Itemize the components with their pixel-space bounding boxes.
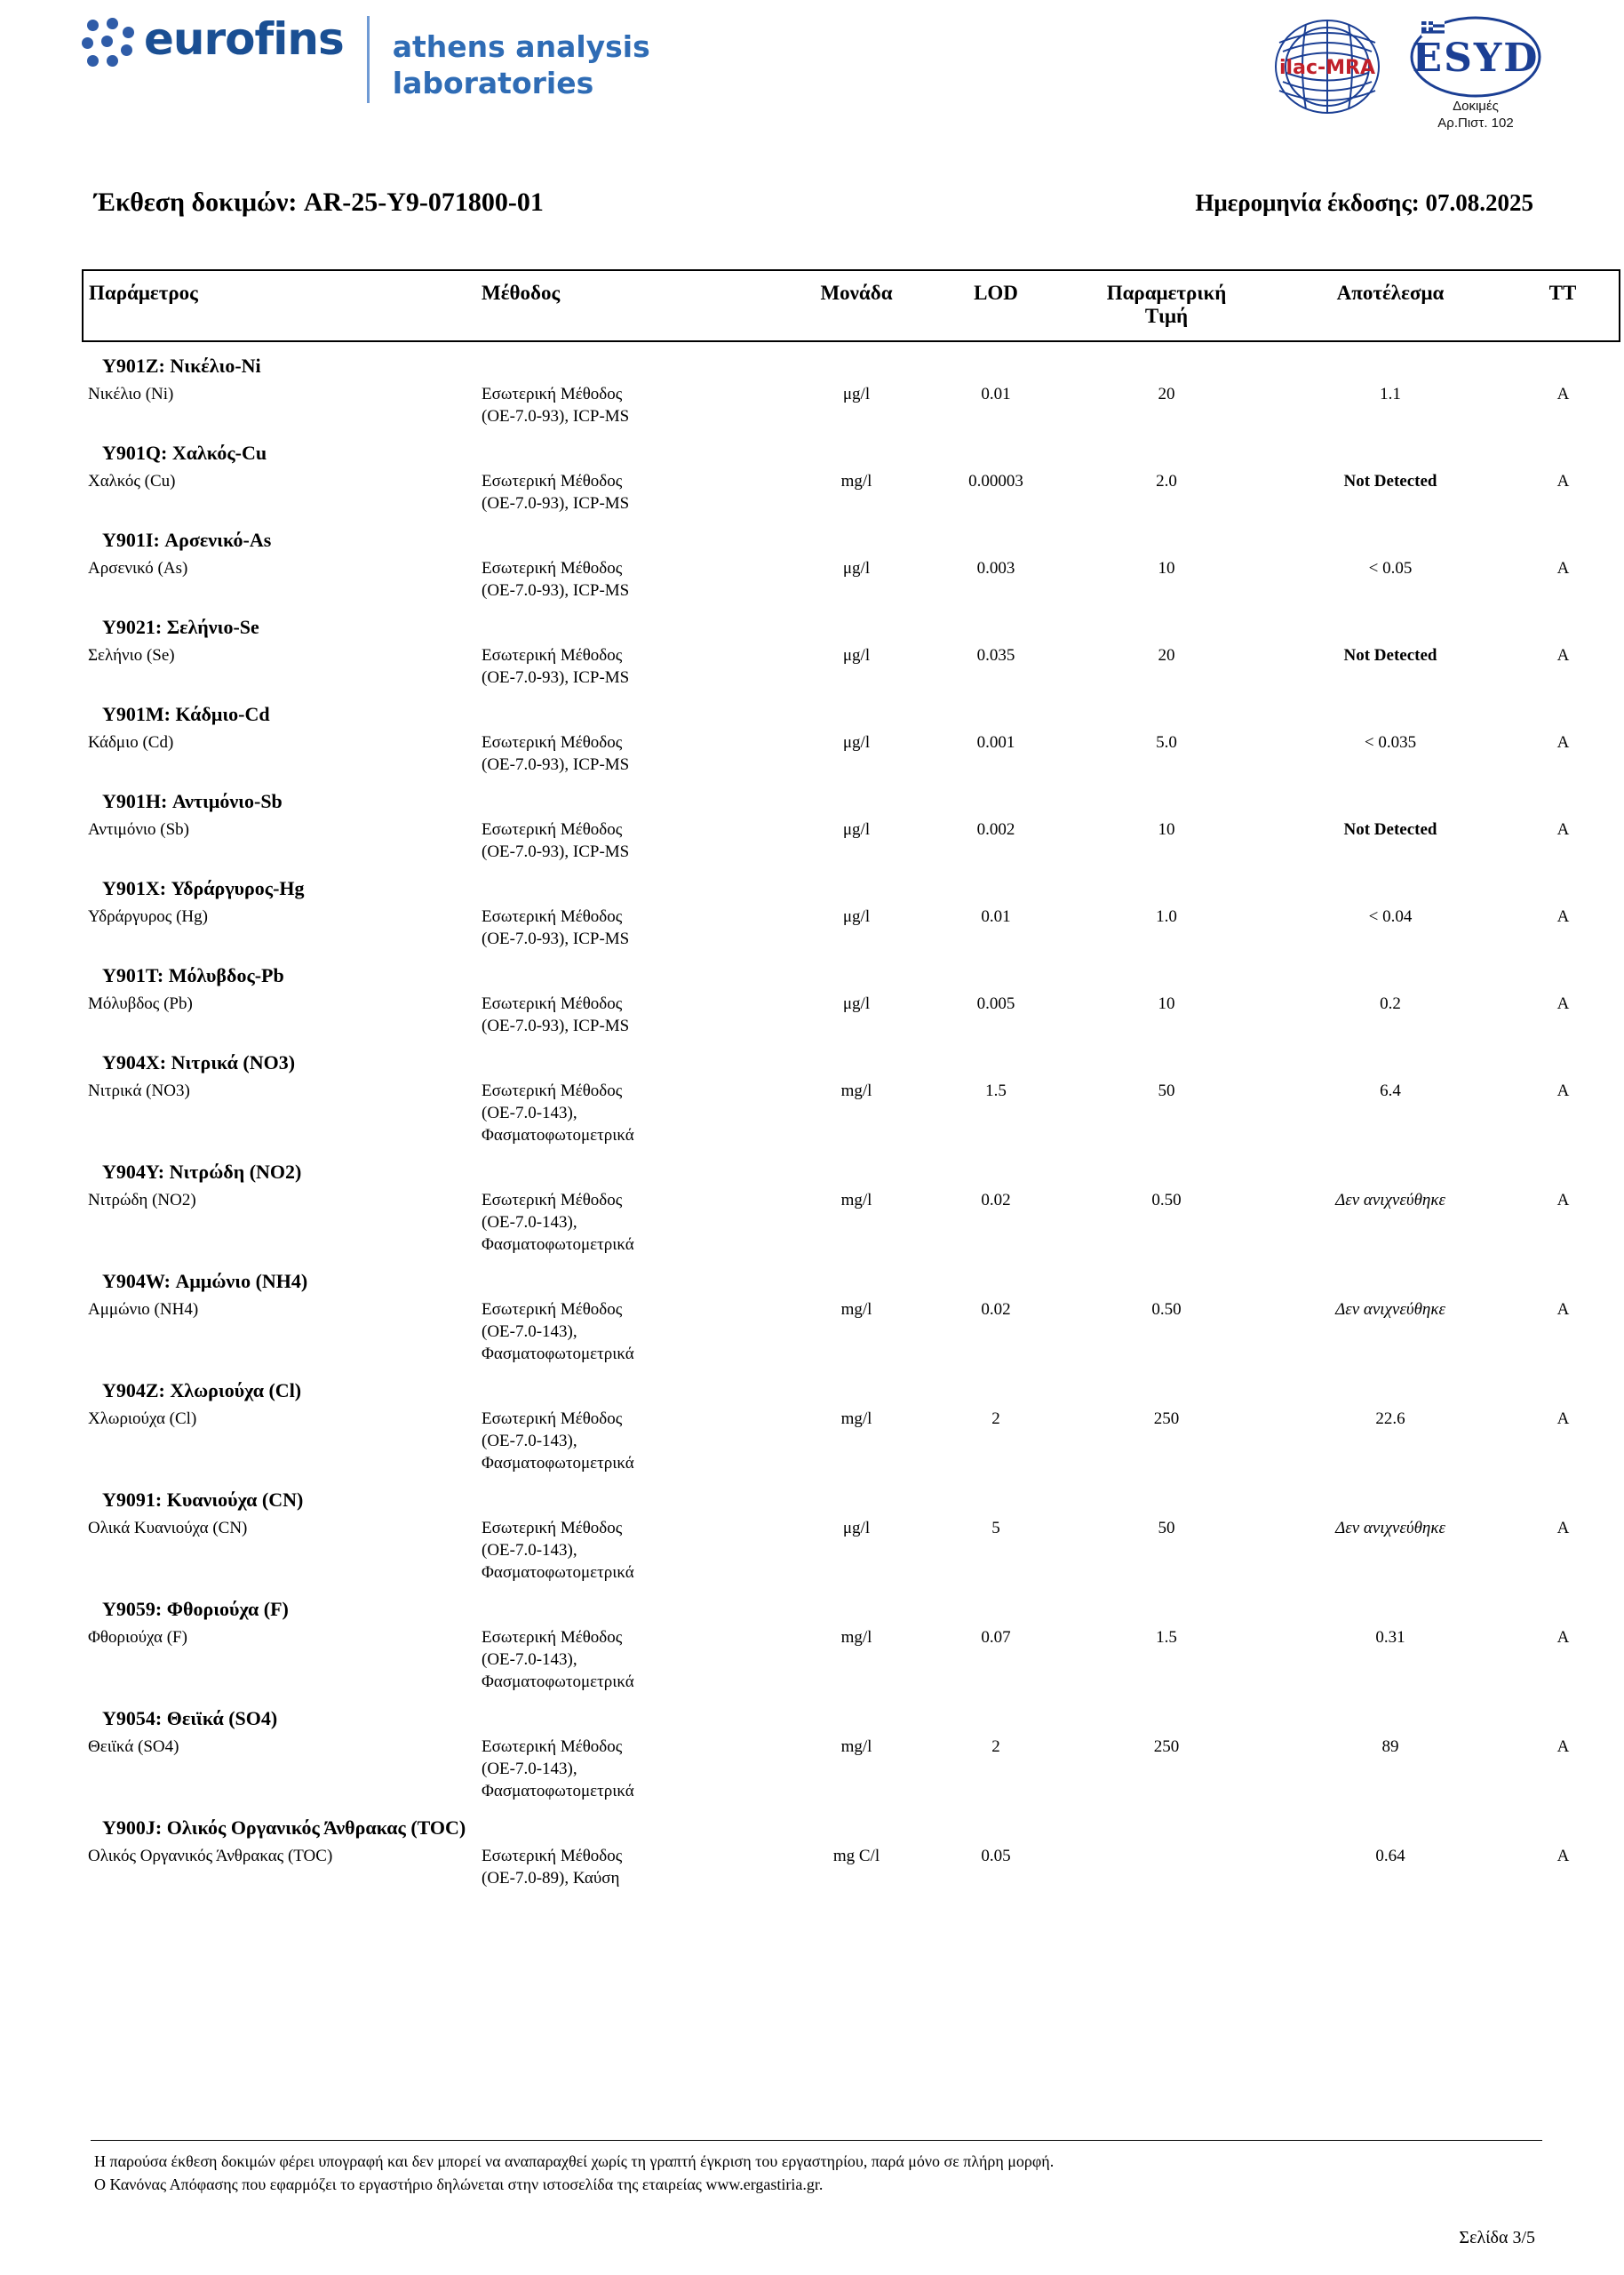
method-line-1: Εσωτερική Μέθοδος: [482, 1737, 623, 1756]
cell-lod: 0.001: [976, 733, 1015, 752]
cell-unit: mg C/l: [832, 1847, 880, 1865]
method-line-3: Φασματοφωτομετρικά: [482, 1345, 634, 1363]
cell-tt: Α: [1556, 1082, 1570, 1100]
table-row: [83, 1841, 1620, 1891]
method-line-1: Εσωτερική Μέθοδος: [482, 733, 623, 752]
parameter-group-label: Y904Y: Νιτρώδη (NO2): [102, 1161, 302, 1183]
table-body: [83, 341, 1620, 1891]
cell-parameter: Νιτρικά (NO3): [88, 1082, 190, 1100]
cell-result: Not Detected: [1343, 472, 1437, 491]
brand-name: eurofins: [144, 13, 344, 65]
cell-method: [476, 1185, 780, 1257]
table-row: [83, 1404, 1620, 1476]
cell-parameter: Υδράργυρος (Hg): [88, 907, 208, 926]
parameter-group-label: Y9054: Θειϊκά (SO4): [102, 1707, 278, 1729]
cell-unit: mg/l: [840, 1737, 872, 1756]
parameter-group-row: [83, 603, 1620, 641]
cell-parametric-value: 50: [1158, 1519, 1175, 1537]
cell-parameter: Αρσενικό (As): [88, 559, 188, 578]
table-row: [83, 641, 1620, 690]
svg-text:ilac-MRA: ilac-MRA: [1279, 57, 1375, 79]
cell-parameter: Νικέλιο (Ni): [88, 385, 174, 403]
method-line-3: Φασματοφωτομετρικά: [482, 1454, 634, 1473]
cell-unit: μg/l: [842, 820, 871, 839]
cell-parametric-value: 10: [1158, 994, 1175, 1013]
cell-method: [476, 1841, 780, 1891]
cell-parametric-value: 1.5: [1156, 1628, 1177, 1647]
cell-tt: Α: [1556, 907, 1570, 926]
table-row: [83, 1513, 1620, 1585]
table-row: [83, 815, 1620, 865]
cell-lod: 0.02: [981, 1191, 1011, 1209]
cell-tt: Α: [1556, 1409, 1570, 1428]
cell-tt: Α: [1556, 385, 1570, 403]
cell-parameter: Σελήνιο (Se): [88, 646, 175, 665]
cell-parametric-value: 2.0: [1156, 472, 1177, 491]
parameter-group-row: [83, 341, 1620, 379]
parameter-group-label: Y9091: Κυανιούχα (CN): [102, 1489, 304, 1511]
cell-method: [476, 902, 780, 952]
method-line-3: Φασματοφωτομετρικά: [482, 1126, 634, 1145]
cell-method: [476, 554, 780, 603]
table-row: [83, 554, 1620, 603]
brand-divider: [367, 16, 370, 103]
cell-result: 22.6: [1375, 1409, 1405, 1428]
cell-tt: Α: [1556, 994, 1570, 1013]
method-line-2: (ΟΕ-7.0-93), ICP-MS: [482, 581, 630, 600]
cell-result: Δεν ανιχνεύθηκε: [1335, 1519, 1445, 1537]
eurofins-dots-icon: [82, 18, 137, 69]
cell-method: [476, 1732, 780, 1804]
parameter-group-label: Y900J: Ολικός Οργανικός Άνθρακας (TOC): [102, 1816, 466, 1839]
method-line-2: (ΟΕ-7.0-143),: [482, 1432, 577, 1450]
cell-tt: Α: [1556, 733, 1570, 752]
cell-result: Not Detected: [1343, 820, 1437, 839]
cell-lod: 0.05: [981, 1847, 1011, 1865]
parameter-group-row: [83, 1148, 1620, 1185]
cell-result: < 0.035: [1364, 733, 1417, 752]
table-row: [83, 1076, 1620, 1148]
method-line-2: (ΟΕ-7.0-143),: [482, 1760, 577, 1778]
method-line-1: Εσωτερική Μέθοδος: [482, 1628, 623, 1647]
cell-result: 89: [1381, 1737, 1399, 1756]
column-header-pv-line1: Παραμετρική: [1106, 282, 1227, 304]
method-line-1: Εσωτερική Μέθοδος: [482, 646, 623, 665]
table-row: [83, 728, 1620, 778]
column-header-tt: TT: [1507, 270, 1620, 341]
method-line-1: Εσωτερική Μέθοδος: [482, 559, 623, 578]
cell-method: [476, 467, 780, 516]
parameter-group-row: [83, 1367, 1620, 1404]
cell-lod: 0.00003: [968, 472, 1023, 491]
cell-method: [476, 1076, 780, 1148]
method-line-1: Εσωτερική Μέθοδος: [482, 907, 623, 926]
cell-unit: μg/l: [842, 385, 871, 403]
cell-parameter: Ολικός Οργανικός Άνθρακας (TOC): [88, 1847, 333, 1865]
method-line-3: Φασματοφωτομετρικά: [482, 1235, 634, 1254]
method-line-2: (ΟΕ-7.0-93), ICP-MS: [482, 494, 630, 513]
cell-parametric-value: 20: [1158, 385, 1175, 403]
method-line-3: Φασματοφωτομετρικά: [482, 1563, 634, 1582]
cell-result: 0.64: [1375, 1847, 1405, 1865]
report-title-row: [82, 188, 1542, 218]
column-header-unit: Μονάδα: [780, 270, 933, 341]
cell-lod: 1.5: [985, 1082, 1007, 1100]
column-header-method: Μέθοδος: [476, 270, 780, 341]
cell-tt: Α: [1556, 820, 1570, 839]
cell-unit: mg/l: [840, 1409, 872, 1428]
method-line-2: (ΟΕ-7.0-89), Καύση: [482, 1869, 620, 1888]
table-row: [83, 467, 1620, 516]
cell-method: [476, 989, 780, 1039]
cell-unit: mg/l: [840, 1300, 872, 1319]
cell-unit: mg/l: [840, 472, 872, 491]
cell-unit: mg/l: [840, 1628, 872, 1647]
cell-result: 1.1: [1380, 385, 1401, 403]
cell-method: [476, 815, 780, 865]
method-line-2: (ΟΕ-7.0-143),: [482, 1541, 577, 1560]
parameter-group-label: Y904Z: Χλωριούχα (Cl): [102, 1379, 302, 1401]
cell-tt: Α: [1556, 1847, 1570, 1865]
parameter-group-row: [83, 1476, 1620, 1513]
cell-result: Δεν ανιχνεύθηκε: [1335, 1191, 1445, 1209]
parameter-group-row: [83, 1804, 1620, 1841]
cell-lod: 2: [991, 1737, 1000, 1756]
column-header-pv-line2: Τιμή: [1144, 305, 1189, 327]
footer-note-line1: Η παρούσα έκθεση δοκιμών φέρει υπογραφή και δεν μπορεί να αναπαραχθεί χωρίς τη γραπτή έγκριση του εργαστηρίου, παρά μόνο σε πλήρη μορφή.: [94, 2152, 1055, 2170]
method-line-1: Εσωτερική Μέθοδος: [482, 1847, 623, 1865]
cell-lod: 0.003: [976, 559, 1015, 578]
table-header: [83, 270, 1620, 341]
cell-lod: 0.035: [976, 646, 1015, 665]
parameter-group-row: [83, 1695, 1620, 1732]
cell-parametric-value: 10: [1158, 559, 1175, 578]
method-line-1: Εσωτερική Μέθοδος: [482, 1300, 623, 1319]
issue-date: Ημερομηνία έκδοσης: 07.08.2025: [1195, 189, 1533, 216]
cell-unit: μg/l: [842, 646, 871, 665]
cell-result: 0.31: [1375, 1628, 1405, 1647]
parameter-group-row: [83, 865, 1620, 902]
column-header-parameter: Παράμετρος: [83, 270, 476, 341]
method-line-2: (ΟΕ-7.0-93), ICP-MS: [482, 842, 630, 861]
method-line-1: Εσωτερική Μέθοδος: [482, 1519, 623, 1537]
table-row: [83, 1185, 1620, 1257]
cell-result: < 0.04: [1368, 907, 1413, 926]
method-line-3: Φασματοφωτομετρικά: [482, 1782, 634, 1800]
cell-parametric-value: 1.0: [1156, 907, 1177, 926]
method-line-2: (ΟΕ-7.0-93), ICP-MS: [482, 668, 630, 687]
footer-note-line2: Ο Κανόνας Απόφασης που εφαρμόζει το εργαστήριο δηλώνεται στην ιστοσελίδα της εταιρείας www.ergastiria.gr.: [94, 2175, 824, 2193]
method-line-2: (ΟΕ-7.0-143),: [482, 1322, 577, 1341]
cell-parametric-value: 20: [1158, 646, 1175, 665]
method-line-3: Φασματοφωτομετρικά: [482, 1672, 634, 1691]
cell-parameter: Αμμώνιο (NH4): [88, 1300, 199, 1319]
esyd-caption-line1: Δοκιμές: [1453, 99, 1499, 114]
parameter-group-row: [83, 952, 1620, 989]
column-header-lod: LOD: [933, 270, 1059, 341]
cell-parametric-value: 0.50: [1151, 1191, 1182, 1209]
parameter-group-label: Y904W: Αμμώνιο (NH4): [102, 1270, 308, 1292]
cell-result: Δεν ανιχνεύθηκε: [1335, 1300, 1445, 1319]
page-number: Σελίδα 3/5: [1459, 2228, 1535, 2247]
method-line-1: Εσωτερική Μέθοδος: [482, 1082, 623, 1100]
cell-tt: Α: [1556, 1628, 1570, 1647]
parameter-group-row: [83, 1039, 1620, 1076]
column-header-parametric-value: [1059, 270, 1274, 341]
cell-method: [476, 1513, 780, 1585]
cell-unit: μg/l: [842, 733, 871, 752]
table-row: [83, 379, 1620, 429]
cell-method: [476, 1623, 780, 1695]
method-line-2: (ΟΕ-7.0-93), ICP-MS: [482, 755, 630, 774]
parameter-group-row: [83, 690, 1620, 728]
cell-result: < 0.05: [1368, 559, 1413, 578]
cell-method: [476, 1295, 780, 1367]
cell-lod: 0.02: [981, 1300, 1011, 1319]
eurofins-logo: [82, 12, 650, 103]
method-line-2: (ΟΕ-7.0-93), ICP-MS: [482, 407, 630, 426]
table-row: [83, 989, 1620, 1039]
parameter-group-label: Y904X: Νιτρικά (NO3): [102, 1051, 296, 1074]
cell-parametric-value: 50: [1158, 1082, 1175, 1100]
cell-result: Not Detected: [1343, 646, 1437, 665]
method-line-1: Εσωτερική Μέθοδος: [482, 385, 623, 403]
cell-parameter: Αντιμόνιο (Sb): [88, 820, 190, 839]
parameter-group-label: Y901I: Αρσενικό-As: [102, 529, 272, 551]
parameter-group-row: [83, 516, 1620, 554]
table-row: [83, 1295, 1620, 1367]
method-line-1: Εσωτερική Μέθοδος: [482, 1191, 623, 1209]
parameter-group-label: Y901Z: Νικέλιο-Ni: [102, 355, 261, 377]
method-line-1: Εσωτερική Μέθοδος: [482, 994, 623, 1013]
cell-lod: 0.002: [976, 820, 1015, 839]
cell-parameter: Ολικά Κυανιούχα (CN): [88, 1519, 248, 1537]
method-line-1: Εσωτερική Μέθοδος: [482, 472, 623, 491]
cell-method: [476, 728, 780, 778]
cell-unit: μg/l: [842, 559, 871, 578]
method-line-2: (ΟΕ-7.0-93), ICP-MS: [482, 1017, 630, 1035]
cell-result: 6.4: [1380, 1082, 1401, 1100]
page-header: [82, 0, 1542, 164]
parameter-group-label: Y9021: Σελήνιο-Se: [102, 616, 259, 638]
cell-unit: mg/l: [840, 1191, 872, 1209]
cell-tt: Α: [1556, 472, 1570, 491]
method-line-2: (ΟΕ-7.0-93), ICP-MS: [482, 930, 630, 948]
parameter-group-row: [83, 1257, 1620, 1295]
parameter-group-row: [83, 1585, 1620, 1623]
cell-parametric-value: 0.50: [1151, 1300, 1182, 1319]
cell-unit: mg/l: [840, 1082, 872, 1100]
page-footer: [82, 2140, 1542, 2248]
parameter-group-label: Y901X: Υδράργυρος-Hg: [102, 877, 305, 899]
method-line-1: Εσωτερική Μέθοδος: [482, 1409, 623, 1428]
cell-tt: Α: [1556, 1737, 1570, 1756]
svg-text:ESYD: ESYD: [1412, 36, 1540, 81]
cell-method: [476, 379, 780, 429]
cell-parametric-value: 250: [1153, 1737, 1180, 1756]
cell-lod: 0.07: [981, 1628, 1011, 1647]
method-line-2: (ΟΕ-7.0-143),: [482, 1213, 577, 1232]
cell-parameter: Θειϊκά (SO4): [88, 1737, 179, 1756]
esyd-caption-line2: Αρ.Πιστ. 102: [1437, 116, 1514, 131]
cell-parametric-value: 250: [1153, 1409, 1180, 1428]
parameter-group-label: Y9059: Φθοριούχα (F): [102, 1598, 289, 1620]
cell-lod: 0.005: [976, 994, 1015, 1013]
cell-parameter: Χλωριούχα (Cl): [88, 1409, 197, 1428]
column-header-result: Αποτέλεσμα: [1274, 270, 1507, 341]
cell-method: [476, 641, 780, 690]
cell-parametric-value: 5.0: [1156, 733, 1177, 752]
cell-unit: μg/l: [842, 1519, 871, 1537]
cell-parameter: Νιτρώδη (NO2): [88, 1191, 196, 1209]
cell-lod: 2: [991, 1409, 1000, 1428]
method-line-2: (ΟΕ-7.0-143),: [482, 1104, 577, 1122]
esyd-accreditation: [1409, 16, 1542, 132]
cell-tt: Α: [1556, 559, 1570, 578]
cell-parametric-value: 10: [1158, 820, 1175, 839]
parameter-group-label: Y901T: Μόλυβδος-Pb: [102, 964, 284, 986]
footer-divider: [91, 2140, 1542, 2141]
esyd-icon: [1409, 16, 1542, 98]
parameter-group-label: Y901M: Κάδμιο-Cd: [102, 703, 270, 725]
cell-lod: 0.01: [981, 907, 1011, 926]
cell-parameter: Μόλυβδος (Pb): [88, 994, 193, 1013]
table-row: [83, 1623, 1620, 1695]
parameter-group-row: [83, 429, 1620, 467]
table-row: [83, 902, 1620, 952]
report-number: Έκθεση δοκιμών: AR-25-Y9-071800-01: [94, 188, 544, 217]
cell-tt: Α: [1556, 1191, 1570, 1209]
parameter-group-row: [83, 778, 1620, 815]
cell-lod: 5: [991, 1519, 1000, 1537]
ilac-mra-icon: [1260, 16, 1395, 118]
brand-subtitle-line2: laboratories: [392, 66, 594, 100]
cell-parameter: Φθοριούχα (F): [88, 1628, 187, 1647]
cell-tt: Α: [1556, 1519, 1570, 1537]
cell-parametric-value: [1059, 1841, 1274, 1891]
cell-parameter: Κάδμιο (Cd): [88, 733, 174, 752]
table-row: [83, 1732, 1620, 1804]
cell-unit: μg/l: [842, 994, 871, 1013]
cell-unit: μg/l: [842, 907, 871, 926]
cell-lod: 0.01: [981, 385, 1011, 403]
brand-subtitle-line1: athens analysis: [392, 29, 650, 64]
cell-tt: Α: [1556, 1300, 1570, 1319]
cell-parameter: Χαλκός (Cu): [88, 472, 176, 491]
accreditation-marks: [1260, 12, 1542, 132]
parameter-group-label: Y901H: Αντιμόνιο-Sb: [102, 790, 283, 812]
results-table: [82, 269, 1620, 1891]
cell-result: 0.2: [1380, 994, 1401, 1013]
method-line-2: (ΟΕ-7.0-143),: [482, 1650, 577, 1669]
parameter-group-label: Y901Q: Χαλκός-Cu: [102, 442, 267, 464]
method-line-1: Εσωτερική Μέθοδος: [482, 820, 623, 839]
cell-tt: Α: [1556, 646, 1570, 665]
cell-method: [476, 1404, 780, 1476]
